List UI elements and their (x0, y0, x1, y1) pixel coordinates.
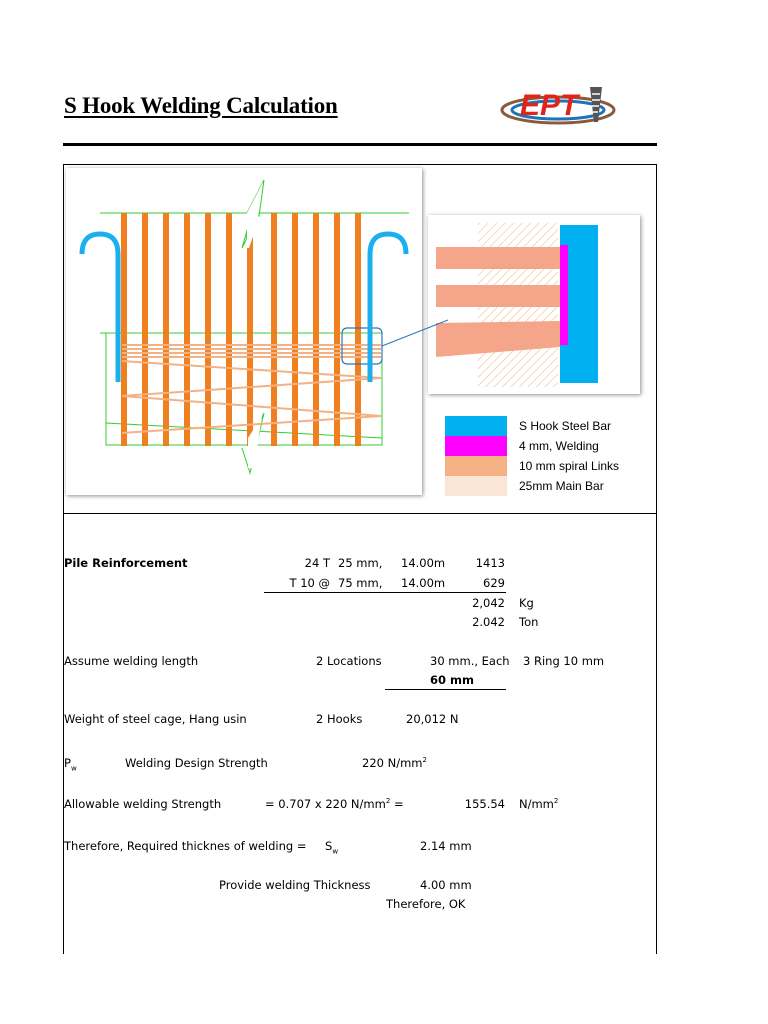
pile-row2-dia: 75 mm, (338, 576, 383, 590)
allow-value: 155.54 (464, 797, 505, 811)
allow-unit: $N/mm^2$ (519, 797, 559, 811)
pile-row1-qty: 24 T (304, 556, 330, 570)
weld-length-each: 30 mm., Each (430, 654, 510, 668)
provide-ok: Therefore, OK (386, 897, 466, 911)
legend-swatch-main-bar (445, 476, 507, 496)
callout-line (380, 318, 450, 348)
weld-length-total: 60 mm (430, 673, 474, 687)
legend-label-hook: S Hook Steel Bar (519, 419, 612, 433)
company-logo (498, 82, 622, 132)
section-divider (63, 513, 657, 514)
pile-total-ton: 2.042 (472, 615, 505, 629)
req-symbol: $S_w$ (325, 839, 339, 856)
legend-label-spiral: 10 mm spiral Links (519, 459, 620, 473)
weight-value: 20,012 N (406, 712, 459, 726)
pile-row1-len: 14.00m (401, 556, 446, 570)
provide-value: 4.00 mm (420, 878, 472, 892)
weld-length-ring: 3 Ring 10 mm (523, 654, 605, 668)
provide-label: Provide welding Thickness (219, 878, 371, 892)
req-label: Therefore, Required thicknes of welding = (64, 839, 307, 853)
legend-swatch-welding (445, 436, 507, 456)
weld-detail-card (428, 215, 640, 394)
pile-row2-qty: T 10 @ (289, 576, 330, 590)
title-rule (63, 143, 657, 146)
pile-unit-ton: Ton (519, 615, 539, 629)
cage-diagram-card (66, 168, 422, 495)
pile-row1-wt: 1413 (475, 556, 505, 570)
legend-swatch-spiral (445, 456, 507, 476)
legend-swatch-hook (445, 416, 507, 436)
legend-label-welding: 4 mm, Welding (519, 439, 599, 453)
page-title: S Hook Welding Calculation (64, 93, 338, 118)
weld-length-underline (385, 689, 506, 690)
pw-label: Welding Design Strength (125, 756, 268, 770)
pile-underline (264, 592, 506, 593)
pile-row2-wt: 629 (483, 576, 505, 590)
weight-hooks: 2 Hooks (316, 712, 363, 726)
pile-unit-kg: Kg (519, 596, 534, 610)
pile-label: Pile Reinforcement (64, 556, 188, 570)
pw-symbol: $P_w$ (64, 756, 77, 773)
pile-total-kg: 2,042 (472, 596, 505, 610)
logo-text: EPT (520, 89, 579, 122)
weld-length-label: Assume welding length (64, 654, 199, 668)
cage-diagram (66, 168, 422, 495)
weight-label: Weight of steel cage, Hang usin (64, 712, 247, 726)
weld-detail (428, 215, 640, 394)
weld-length-locations: 2 Locations (316, 654, 382, 668)
allow-label: Allowable welding Strength (64, 797, 222, 811)
legend-label-main-bar: 25mm Main Bar (519, 479, 604, 493)
pw-value: 220 $N/mm^2$ (362, 756, 427, 770)
pile-row2-len: 14.00m (401, 576, 446, 590)
allow-formula: = 0.707 x 220 $N/mm^2$ = (265, 797, 404, 811)
req-value: 2.14 mm (420, 839, 472, 853)
pile-row1-dia: 25 mm, (338, 556, 383, 570)
